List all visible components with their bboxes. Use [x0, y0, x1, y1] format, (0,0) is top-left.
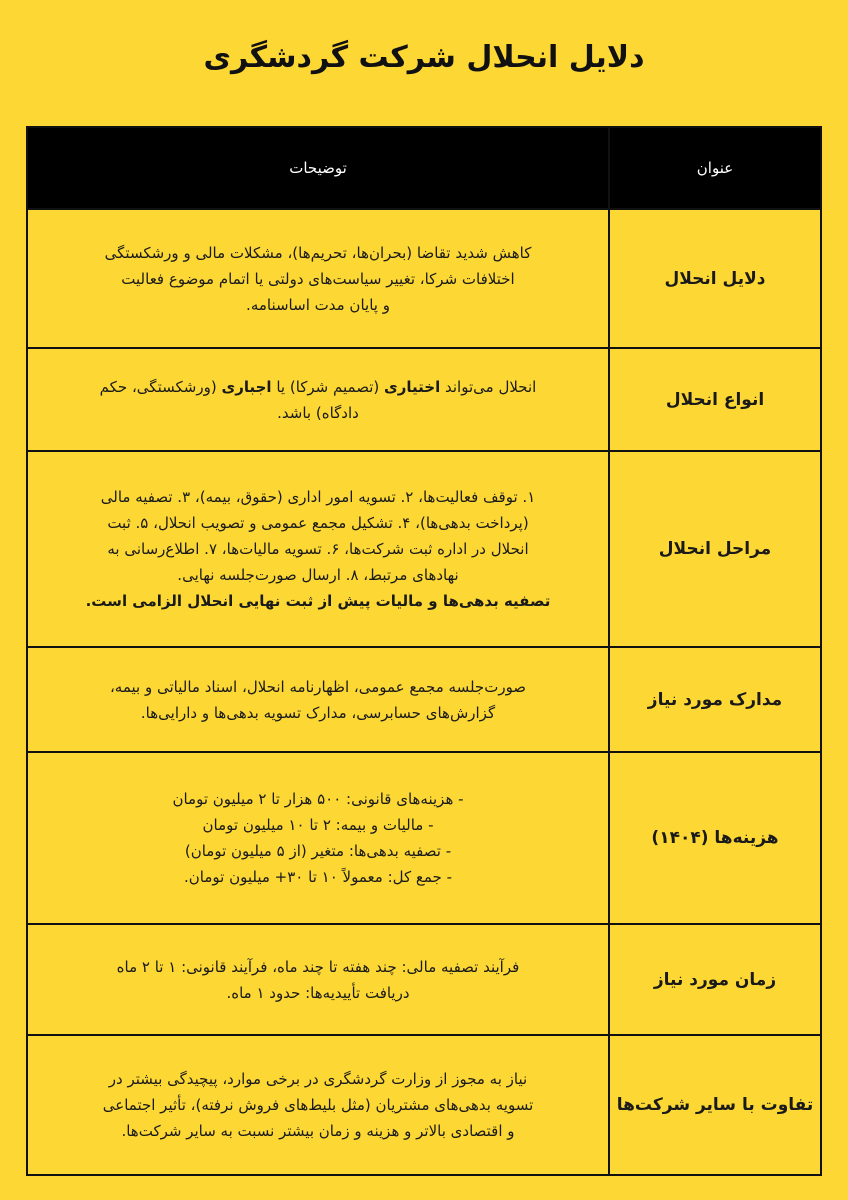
table-row-types: [27, 348, 821, 451]
description-line: - هزینه‌های قانونی: ۵۰۰ هزار تا ۲ میلیون تومان: [172, 790, 464, 808]
table-row-steps: [27, 451, 821, 647]
row-description: [27, 348, 609, 451]
description-line: صورت‌جلسه مجمع عمومی، اظهارنامه انحلال، اسناد مالیاتی و بیمه،: [109, 677, 527, 696]
description-line: [28, 374, 608, 400]
row-title: انواع انحلال: [609, 348, 821, 451]
description-line: - جمع کل: معمولاً ۱۰ تا ۳۰+ میلیون تومان.: [184, 868, 452, 886]
table-row-costs: [27, 752, 821, 924]
description-line: نیاز به مجوز از وزارت گردشگری در برخی موارد، پیچیدگی بیشتر در: [108, 1070, 528, 1088]
row-title: مراحل انحلال: [609, 451, 821, 647]
description-line: انحلال در اداره ثبت شرکت‌ها، ۶. تسویه مالیات‌ها، ۷. اطلاع‌رسانی به: [107, 540, 529, 558]
header-description-column: توضیحات: [27, 127, 609, 209]
row-description: [27, 752, 609, 924]
header-title-column: عنوان: [609, 127, 821, 209]
row-description: [27, 1035, 609, 1175]
row-title: دلایل انحلال: [609, 209, 821, 348]
description-line: گزارش‌های حسابرسی، مدارک تسویه بدهی‌ها و دارایی‌ها.: [140, 703, 496, 722]
text-segment: انحلال می‌تواند: [440, 377, 537, 396]
row-description: [27, 647, 609, 752]
row-title: تفاوت با سایر شرکت‌ها: [609, 1035, 821, 1175]
table-row-differences: [27, 1035, 821, 1175]
description-line: تسویه بدهی‌های مشتریان (مثل بلیط‌های فروش نرفته)، تأثیر اجتماعی: [102, 1096, 534, 1114]
description-line: اختلافات شرکا، تغییر سیاست‌های دولتی یا اتمام موضوع فعالیت: [121, 269, 515, 288]
description-line: - تصفیه بدهی‌ها: متغیر (از ۵ میلیون تومان): [184, 842, 452, 860]
row-description: [27, 209, 609, 348]
description-line: کاهش شدید تقاضا (بحران‌ها، تحریم‌ها)، مشکلات مالی و ورشکستگی: [104, 243, 532, 262]
description-line: دادگاه) باشد.: [277, 403, 359, 422]
row-title: هزینه‌ها (۱۴۰۴): [609, 752, 821, 924]
description-line: دریافت تأییدیه‌ها: حدود ۱ ماه.: [226, 983, 410, 1002]
row-title: مدارک مورد نیاز: [609, 647, 821, 752]
row-description: [27, 451, 609, 647]
description-line: و اقتصادی بالاتر و هزینه و زمان بیشتر نسبت به سایر شرکت‌ها.: [121, 1122, 515, 1140]
text-segment: (تصمیم شرکا) یا: [271, 377, 385, 396]
description-line: - مالیات و بیمه: ۲ تا ۱۰ میلیون تومان: [202, 816, 434, 834]
text-segment: (ورشکستگی، حکم: [99, 377, 222, 396]
page-title: دلایل انحلال شرکت گردشگری: [203, 40, 645, 75]
description-line: ۱. توقف فعالیت‌ها، ۲. تسویه امور اداری (حقوق، بیمه)، ۳. تصفیه مالی: [100, 488, 536, 506]
emphasis-voluntary: اختیاری: [384, 377, 441, 396]
table-row-reasons: [27, 209, 821, 348]
description-note: تصفیه بدهی‌ها و مالیات پیش از ثبت نهایی انحلال الزامی است.: [85, 592, 551, 610]
info-table: [26, 126, 822, 1176]
table-row-time: [27, 924, 821, 1035]
row-description: [27, 924, 609, 1035]
description-line: (پرداخت بدهی‌ها)، ۴. تشکیل مجمع عمومی و تصویب انحلال، ۵. ثبت: [107, 514, 529, 532]
description-line: فرآیند تصفیه مالی: چند هفته تا چند ماه، فرآیند قانونی: ۱ تا ۲ ماه: [116, 957, 520, 976]
row-title: زمان مورد نیاز: [609, 924, 821, 1035]
description-line: نهادهای مرتبط، ۸. ارسال صورت‌جلسه نهایی.: [177, 566, 459, 584]
table-header-row: [27, 127, 821, 209]
table-row-documents: [27, 647, 821, 752]
emphasis-compulsory: اجباری: [221, 377, 272, 396]
description-line: و پایان مدت اساسنامه.: [246, 295, 390, 314]
